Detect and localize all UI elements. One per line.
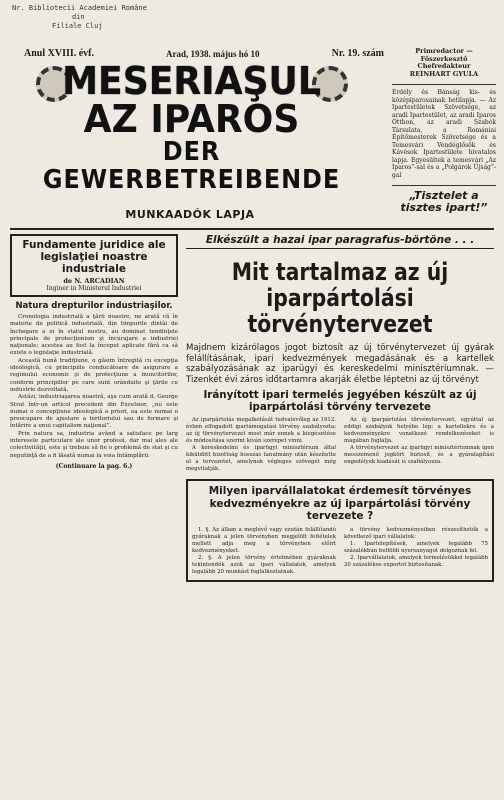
main-box-title: Milyen iparvállalatokat érdemesít törvényes kedvezményekre az új iparpártolási törvény tervezete ? [208,485,472,522]
left-continued-note: (Continuare la pag. 6.) [55,462,133,470]
main-body-col-2 [344,417,494,473]
box-paragraph: 2. §. A jelen törvény értelmében gyáraknak tekintendők azok az ipari vállalatok, amelyek legalább 20 munkást foglalkoztatnak. [192,554,336,575]
header-rule [10,228,494,230]
issue-date: Arad, 1938. május hó 10 [166,49,260,59]
sidebar-motto: „Tisztelet a tisztes ipart!” [400,189,488,214]
stamp-line-1: Nr. Bibliotecii Academiei Române [12,4,147,12]
main-body-col-1 [186,417,336,473]
issue-number: Nr. 19. szám [331,48,384,59]
issue-row [24,48,384,59]
stamp-line-2: din [72,13,85,21]
box-paragraph: 1. Ipartelepítések, amelyek legalább 75 százalékban belföldi nyersanyagot dolgoznak fel. [344,540,488,554]
editor-role-1: Primredactor — Főszerkesztő [415,47,473,63]
left-section-heading: Natura drepturilor industriaşilor. [15,301,173,311]
left-paragraph: Astăzi, industriaşarea noastră, aşa cum arată d. George Strat într-un articol precedent din Excelsior, „nu este numai o concepţiune ideologică a priori, ea este numai o preocupare de ajustare a teritoriului sau de formare şi întărire a unui capitalism naţional”. [10,394,178,430]
masthead-title-romanian: MESERIAŞUL [62,59,321,103]
sidebar-divider-2 [392,185,496,186]
main-box-col-1 [192,527,336,576]
main-body-columns [186,417,494,473]
editorial-sidebar [392,48,496,214]
left-paragraph: Prin natura sa, industria având a satisface pe larg interesele particulare ale unor profesii, dar mai ales ale colectivităţii, este şi trebuie să fie o problemă de stat şi cu neputinţă de a fi lăsată numai la voia întâmplării. [10,430,178,459]
masthead-title-hungarian: AZ IPAROS [83,97,300,141]
issue-year: Anul XVIII. évf. [24,48,95,59]
editor-role-2: Chefredakteur [417,62,471,70]
masthead-subtitle: MUNKAADÓK LAPJA [125,208,255,221]
editor-name: REINHART GYULA [409,69,479,78]
library-stamp [12,4,212,31]
left-column [10,234,178,470]
left-paragraph: Cronologia industrială a ţării noastre, ne arată că în materie de politică industrială, din timpurile dintâi de închegare a ei în statul nostru, au dominat tendinţele principale de protecţionism şi încurajare a industriei naţionale; acestea au fost la început aplicate fără ca să existe o legislaţie industrială. [10,314,178,357]
main-paragraph: A kereskedelmi és iparügyi minisztérium által kiküldött bizottság hosszas tanulmány után készítette el a tervezetet, amelynek végleges szövegét még megvitatják. [186,445,336,472]
box-paragraph: 2. Iparvállalatok, amelyek termelésükkel legalább 20 százalékos exportot biztosítanak. [344,554,488,568]
main-paragraph: Az iparpártolás megalkotását tudvalevőleg az 1912. évben elfogadott ipartámogatási törvény szabályozta; az új törvénytervezet most már ennek a kiegészítése és módosítása szerint kíván szerepet vinni. [186,417,336,444]
left-paragraph: Această bună tradiţiune, o găsim întregită cu excepţia ideologică, cu principiile conducătoare de asigurare a regimului economic şi de protecţiune a muncitorilor, conform principiilor pe care sunt orânduite şi ţările cu industrie dezvoltată. [10,357,178,393]
left-article-title: Fundamente juridice ale legislaţiei noastre industriale [22,239,166,275]
main-section-heading: Irányított ipari termelés jegyében készült az új iparpártolási törvény tervezete [203,389,477,413]
sidebar-divider [392,84,496,85]
masthead [14,59,369,195]
main-box-article [186,479,494,582]
main-banner: Elkészült a hazai ipar paragrafus-börtöne . . . [186,234,494,249]
left-article-title-box [10,234,178,297]
stamp-line-3: Filiale Cluj [52,22,103,30]
sidebar-paragraph: Erdély és Bánság kis- és középiparosainak hetilapja. — Az Ipartestületek Szövetsége, az aradi Ipartestület, az aradi Iparos Otthon, az aradi Szabók Társulata, a Romániai Építőmesterek Szövetsége és a Temesvári Vendéglősök és Kávésok Ipartestülete hivatalos lapja. Egyesültek a temesvári „Az Iparos”-sal és a „Polgárok Újság”-gal [392,89,496,179]
left-article-body [10,314,178,460]
main-column [186,234,494,582]
main-headline: Mit tartalmaz az új iparpártolási törvénytervezet [231,258,449,338]
main-paragraph: A törvénytervezet az iparügyi minisztériumnak igen messzemenő jogkört biztosít, és a gyáralapítási engedélyek kiadását is szabályozza. [344,445,494,465]
main-lead: Majdnem kizárólagos jogot biztosít az új törvénytervezet új gyárak felállításának, ipari kedvezmények megadásának és a kartellek szabályozásának az iparügyi és kereskedelmi minisztériumnak. — Tizenkét évi záros időtartamra akarják életbe léptetni az új törvényt [186,343,494,385]
main-box-col-2 [344,527,488,576]
box-paragraph: 1. §. Az állam a meglévő vagy ezután felállítandó gyáraknak a jelen törvényben megjelölt feltételek mellett adja meg a törvényben előírt kedvezményeket. [192,526,336,554]
main-paragraph: Az új iparpártolási törvénytervezet, egyúttal az eddigi szabályok helyébe lép; a kartellekre és a kedvezményekre vonatkozó rendelkezéseket is magában foglalja. [344,417,494,444]
box-paragraph: a törvény kedvezményeiben részesíthetők a következő ipari vállalatok: [344,526,488,540]
left-article-author: de N. ARCADIAN [63,277,125,285]
left-article-author-role: Inginer in Ministerul Industriei [46,285,142,292]
main-box-columns [192,527,488,576]
masthead-title-german: DER GEWERBETREIBENDE [42,137,341,195]
